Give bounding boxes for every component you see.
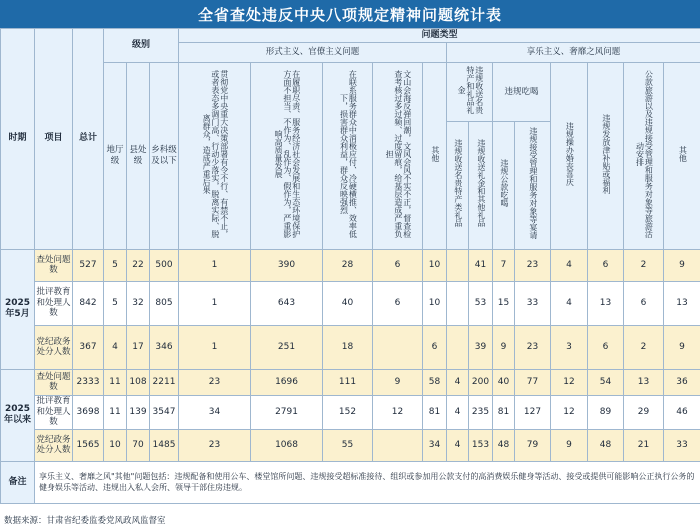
header-hedonism: 享乐主义、奢靡之风问题 <box>447 43 700 63</box>
value-cell: 805 <box>150 281 179 325</box>
value-cell: 58 <box>423 369 447 395</box>
header-level-col: 乡科级及以下 <box>150 63 179 250</box>
value-cell: 5 <box>104 249 127 281</box>
value-cell <box>447 249 469 281</box>
header-formalism: 形式主义、官僚主义问题 <box>179 43 447 63</box>
statistics-table <box>0 28 700 504</box>
header-level-col: 地厅级 <box>104 63 127 250</box>
value-cell: 3 <box>551 325 588 369</box>
header-hedonism-col: 其他 <box>664 63 700 250</box>
value-cell: 108 <box>127 369 150 395</box>
note-label: 备注 <box>1 461 35 503</box>
value-cell: 2 <box>624 325 664 369</box>
value-cell: 33 <box>515 281 551 325</box>
header-level-col: 县处级 <box>127 63 150 250</box>
item-cell: 党纪政务处分人数 <box>35 325 73 369</box>
value-cell: 11 <box>104 369 127 395</box>
table-title: 全省查处违反中央八项规定精神问题统计表 <box>0 0 700 28</box>
value-cell: 11 <box>104 395 127 429</box>
header-formalism-col: 在履职尽责、服务经济社会发展和生态环境保护方面不担当、不作为、乱作为、假作为，严重影响高质量发展 <box>251 63 323 250</box>
value-cell: 1565 <box>73 429 104 461</box>
value-cell: 1068 <box>251 429 323 461</box>
value-cell: 9 <box>551 429 588 461</box>
value-cell: 4 <box>104 325 127 369</box>
header-formalism-col: 文山会海反弹回潮，文风会风不实不正，督查检查考核过多过频、过度留痕，给基层造成严重负担 <box>373 63 423 250</box>
value-cell <box>447 325 469 369</box>
note-text: 享乐主义、奢靡之风"其他"问题包括：违规配备和使用公车、楼堂馆所问题、违规接受超标准接待、组织或参加用公款支付的高消费娱乐健身等活动、接受或提供可能影响公正执行公务的健身娱乐等活动、违规出入私人会所、领导干部住房违规。 <box>35 461 700 503</box>
item-cell: 批评教育和处理人数 <box>35 281 73 325</box>
header-period: 时期 <box>1 29 35 250</box>
value-cell: 3698 <box>73 395 104 429</box>
table-row <box>1 325 700 369</box>
value-cell: 4 <box>447 395 469 429</box>
value-cell: 4 <box>447 369 469 395</box>
value-cell: 53 <box>469 281 493 325</box>
value-cell: 10 <box>104 429 127 461</box>
value-cell: 13 <box>588 281 624 325</box>
value-cell: 367 <box>73 325 104 369</box>
value-cell: 3547 <box>150 395 179 429</box>
period-cell: 2025年5月 <box>1 249 35 369</box>
value-cell: 48 <box>493 429 515 461</box>
header-hedonism-col: 违规发放津补贴或福利 <box>588 63 624 250</box>
header-item: 项目 <box>35 29 73 250</box>
value-cell: 10 <box>423 281 447 325</box>
value-cell: 2791 <box>251 395 323 429</box>
header-hedonism-col: 违规接受管理和服务对象等宴请 <box>515 121 551 249</box>
value-cell: 23 <box>515 249 551 281</box>
value-cell: 5 <box>104 281 127 325</box>
value-cell: 41 <box>469 249 493 281</box>
value-cell: 6 <box>423 325 447 369</box>
value-cell: 500 <box>150 249 179 281</box>
value-cell: 12 <box>373 395 423 429</box>
value-cell: 28 <box>323 249 373 281</box>
item-cell: 批评教育和处理人数 <box>36 396 71 428</box>
value-cell: 1696 <box>251 369 323 395</box>
value-cell: 153 <box>469 429 493 461</box>
value-cell: 127 <box>515 395 551 429</box>
value-cell <box>447 281 469 325</box>
value-cell: 152 <box>323 395 373 429</box>
header-hedonism-col: 公款旅游以及违规接受管理和服务对象等旅游活动安排 <box>624 63 664 250</box>
table-row <box>1 281 700 325</box>
value-cell: 13 <box>664 281 700 325</box>
value-cell: 46 <box>664 395 700 429</box>
value-cell: 18 <box>323 325 373 369</box>
value-cell: 9 <box>493 325 515 369</box>
value-cell: 6 <box>588 325 624 369</box>
value-cell: 23 <box>179 369 251 395</box>
value-cell: 21 <box>624 429 664 461</box>
item-cell: 查处问题数 <box>35 369 73 395</box>
value-cell: 23 <box>179 429 251 461</box>
value-cell: 23 <box>515 325 551 369</box>
value-cell: 1 <box>179 281 251 325</box>
value-cell: 81 <box>493 395 515 429</box>
note-row <box>1 461 700 503</box>
value-cell: 29 <box>624 395 664 429</box>
header-formalism-col: 贯彻党中央重大决策部署有令不行、有禁不止，或者表态多调门高、行动少落实，脱离实际、脱离群众，造成严重后果 <box>179 63 251 250</box>
value-cell: 15 <box>493 281 515 325</box>
value-cell: 33 <box>664 429 700 461</box>
value-cell <box>373 325 423 369</box>
value-cell: 2 <box>624 249 664 281</box>
value-cell: 4 <box>447 429 469 461</box>
header-level: 级别 <box>104 29 179 63</box>
header-hedonism-col: 违规公款吃喝 <box>493 121 515 249</box>
value-cell: 9 <box>373 369 423 395</box>
value-cell: 6 <box>373 281 423 325</box>
value-cell: 390 <box>251 249 323 281</box>
value-cell: 34 <box>179 395 251 429</box>
header-formalism-col: 其他 <box>423 63 447 250</box>
value-cell: 17 <box>127 325 150 369</box>
table-row <box>1 429 700 461</box>
value-cell: 39 <box>469 325 493 369</box>
header-total: 总计 <box>73 29 104 250</box>
value-cell: 40 <box>323 281 373 325</box>
value-cell: 48 <box>588 429 624 461</box>
value-cell: 1 <box>179 325 251 369</box>
data-source: 数据来源：甘肃省纪委监委党风政风监督室 <box>4 516 166 526</box>
value-cell: 89 <box>588 395 624 429</box>
value-cell: 10 <box>423 249 447 281</box>
value-cell: 235 <box>469 395 493 429</box>
value-cell: 200 <box>469 369 493 395</box>
value-cell: 4 <box>551 249 588 281</box>
value-cell: 1 <box>179 249 251 281</box>
value-cell: 9 <box>664 249 700 281</box>
value-cell: 842 <box>73 281 104 325</box>
value-cell: 6 <box>624 281 664 325</box>
value-cell: 7 <box>493 249 515 281</box>
value-cell: 22 <box>127 249 150 281</box>
value-cell: 12 <box>551 395 588 429</box>
value-cell: 36 <box>664 369 700 395</box>
header-dining-group: 违规吃喝 <box>493 63 551 122</box>
header-formalism-col: 在联系服务群众中消极应付、冷硬横推、效率低下，损害群众利益，群众反映强烈 <box>323 63 373 250</box>
value-cell: 2211 <box>150 369 179 395</box>
value-cell: 13 <box>624 369 664 395</box>
value-cell: 139 <box>127 395 150 429</box>
value-cell: 6 <box>588 249 624 281</box>
table-row <box>1 369 700 395</box>
header-hedonism-col: 违规收送名贵特产类礼品 <box>447 121 469 249</box>
value-cell: 1485 <box>150 429 179 461</box>
value-cell: 54 <box>588 369 624 395</box>
table-row <box>1 249 700 281</box>
value-cell: 81 <box>423 395 447 429</box>
value-cell: 40 <box>493 369 515 395</box>
period-cell: 2025年以来 <box>1 369 35 461</box>
header-gift-group: 违规收送名贵特产和礼品礼金 <box>447 63 493 122</box>
value-cell: 4 <box>551 281 588 325</box>
item-cell: 党纪政务处分人数 <box>35 429 73 461</box>
table-row <box>1 395 700 429</box>
value-cell: 2333 <box>73 369 104 395</box>
value-cell: 9 <box>664 325 700 369</box>
value-cell: 643 <box>251 281 323 325</box>
value-cell: 6 <box>373 249 423 281</box>
value-cell: 32 <box>127 281 150 325</box>
value-cell: 77 <box>515 369 551 395</box>
value-cell: 34 <box>423 429 447 461</box>
item-cell: 查处问题数 <box>35 249 73 281</box>
header-hedonism-col: 违规操办婚丧喜庆 <box>551 63 588 250</box>
value-cell: 111 <box>323 369 373 395</box>
value-cell: 55 <box>323 429 373 461</box>
value-cell: 527 <box>73 249 104 281</box>
value-cell: 79 <box>515 429 551 461</box>
header-hedonism-col: 违规收送礼金和其他礼品 <box>469 121 493 249</box>
value-cell: 12 <box>551 369 588 395</box>
value-cell: 346 <box>150 325 179 369</box>
value-cell: 70 <box>127 429 150 461</box>
value-cell: 251 <box>251 325 323 369</box>
value-cell <box>373 429 423 461</box>
header-issue-type: 问题类型 <box>179 29 700 43</box>
